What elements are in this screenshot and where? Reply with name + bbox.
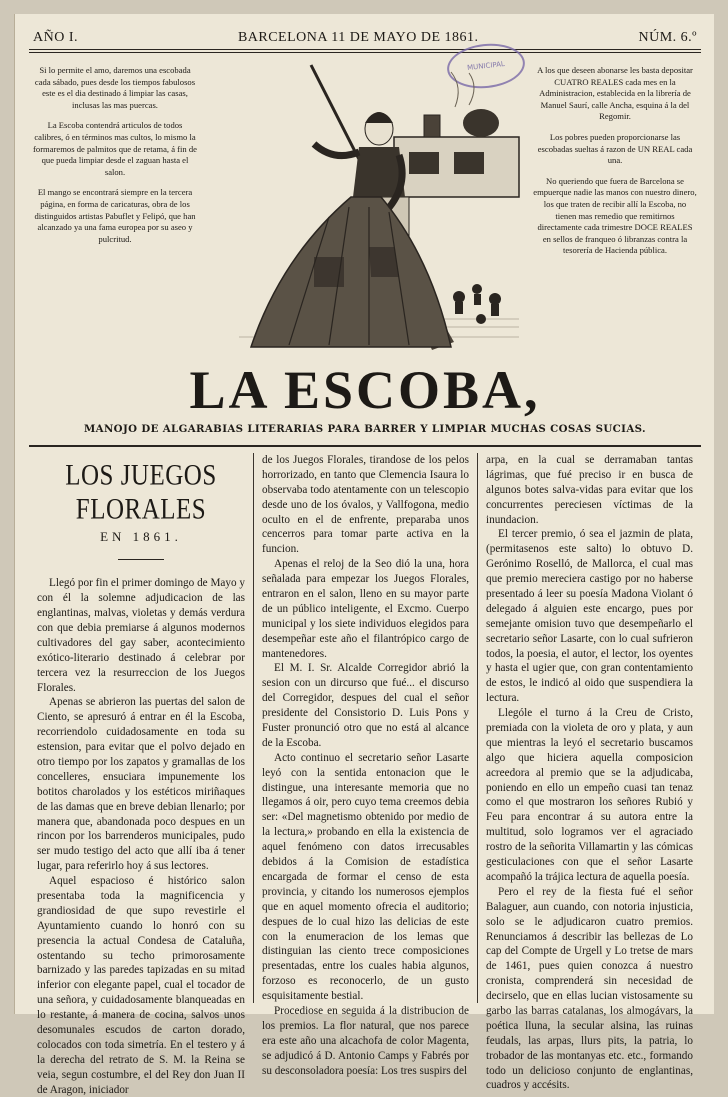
right-note: No queriendo que fuera de Barcelona se empuerque nadie las manos con nuestro dinero, los que traten de recibir allí la Escoba, no tienen mas remedio que remitirnos directamente cada trimestre DOCE REALES en sellos de franqueo ó libranzas contra la tesorería de Hacienda pública. [533,175,697,256]
masthead-rule [29,445,701,447]
paragraph: de los Juegos Florales, tirandose de los pelos horrorizado, en tanto que Clemencia Isaura lo observaba todo atentamente con un telescopio desde uno de los óvalos, y Vallfogona, medio oculto en el de enfrente, preparaba unos cencerros para tomar parte activa en la funcion. [262,454,469,556]
paragraph: Acto continuo el secretario señor Lasarte leyó con la sentida entonacion que le distingue, una interesante memoria que no llegamos á oir, pero cuyo tema creemos debia ser: «Del magnetismo obtenido por medio de la lectura,» probando en ella la existencia de aquel fenómeno con datos irrecusables debidos á la Comision de estadística encargada de formar el censo de esta provincia, y citando los numerosos ejemplos que en aquel momento ofrecia el auditorio; despues de lo cual hizo las delicias de este con la enumeracion de los lemas que distinguian las ciento trece composiciones presentadas, entre los cuales habia algunos, forzoso es reconocerlo, de un gusto esquisitamente bestial. [262,751,469,1003]
article-title: LOS JUEGOS FLORALES [65,459,217,525]
newspaper-subtitle: MANOJO DE ALGARABIAS LITERARIAS PARA BARRER Y LIMPIAR MUCHAS COSAS SUCIAS. [83,423,646,435]
article-columns [29,453,701,1096]
paragraph: Llegó por fin el primer domingo de Mayo y con él la solemne adjudicacion de las englantinas, malvas, violetas y demás verdura con que debia premiarse á algunos modernos cultivadores del gay saber, acontecimiento exótico-literario destinado á celebrar por tercera vez la resurreccion de los Juegos Florales. [37,577,245,694]
column-2 [253,453,477,1077]
paragraph: Llególe el turno á la Creu de Cristo, premiada con la violeta de oro y plata, y aun que mientras la leyó el secretario buscamos algo que hiciera aquella composicion acreedora al premio que se la adjudicaba, poniendo en ello un empeño cuasi tan tenaz como el que mostraron los señores Rubió y Feu para encontrar á su autora entre la multitud, solo logramos ver el agraciado rostro de la señorita Villamartin y las cómicas gesticulaciones con que el señor Lasarte acompañó la trájica lectura de aquella poesía. [486,707,693,883]
left-note: La Escoba contendrá articulos de todos calibres, ó en términos mas cultos, lo mismo la formaremos de palmitos que de retama, á fin de que pueda limpiar desde el zaguan hasta el salon. [33,120,197,177]
page-content [29,24,701,1096]
masthead [29,360,701,435]
year-label: AÑO I. [33,30,78,45]
paragraph: Aquel espacioso é histórico salon presentaba toda la magnificencia y grandiosidad de que supo revestirle el Ayuntamiento cuando lo honró con su presencia la actual Condesa de Cataluña, ostentando su techo primorosamente barnizado y las paredes tapizadas en su mitad inferior con elegante papel, cual el tocador de una señora, y cuidadosamente blanqueadas en lo restante, á manera de cocina, salvos unos desomunales escudos de carton dorado, colocados con toda simetría. En el testero y á la derecha del retrato de S. M. la Reina se veia, segun costumbre, el del Rey don Juan II de Aragon, iniciador [37,875,245,1096]
left-notes [33,65,197,254]
newspaper-page [14,14,714,1096]
right-note: A los que deseen abonarse les basta depositar CUATRO REALES cada mes en la Administracion, establecida en la librería de Manuel Saurí, calle Ancha, esquina á la del Regomir. [537,65,693,122]
stamp-text: MUNICIPAL [466,60,506,72]
paragraph: Apenas se abrieron las puertas del salon de Ciento, se apresuró á entrar en él la Escoba, recorriendolo cuidadosamente en toda su estension, para evitar que el polvo dejado en otro tiempo por los zapatos y gramallas de los concelleres, ensuciara impunemente los botitos charolados y los estéticos miriñaques de las damas que en breve debian llenarlo; por manera que, abandonada poco despues en un rincon por los barrenderos municipales, pudo ser mudo testigo del acto que allí iba á tener lugar, para referirlo hoy á sus lectores. [37,696,245,873]
header-rule [29,49,701,50]
left-note: El mango se encontrará siempre en la tercera página, en forma de caricaturas, obra de los distinguidos artistas Pabuflet y Felipó, que han alcanzado ya una fama europea por su aseo y pulcritud. [34,187,196,244]
column-1 [29,453,253,1096]
woman-sweeping-illustration [219,57,523,347]
banner [29,53,701,353]
dateline: BARCELONA 11 DE MAYO DE 1861. [237,30,479,45]
column-3 [477,453,701,1092]
header-line [29,24,701,49]
left-note: Si lo permite el amo, daremos una escobada cada sábado, pues desde los tiempos fabulosos este es el dia destinado á limpiar las casas, inclusas las mas puercas. [34,65,196,110]
title-divider [118,559,164,560]
issue-number: NÚM. 6.º [638,30,697,45]
paragraph: Procediose en seguida á la distribucion de los premios. La flor natural, que nos parece era este año una alcachofa de color Magenta, se adjudicó á D. Antonio Camps y Fabrés por su desconsoladora poesía: Los tres suspirs del [262,1004,469,1077]
paragraph: El M. I. Sr. Alcalde Corregidor abrió la sesion con un dircurso que fué... el discurso del Corregidor, despues del cual el señor presidente del Consistorio D. Luis Pons y Fuster pronunció otro que no está al alcance de la Escoba. [262,662,469,749]
newspaper-title: LA ESCOBA, [189,360,541,420]
paragraph: Apenas el reloj de la Seo dió la una, hora señalada para empezar los Juegos Florales, entraron en el salon, lleno en su mayor parte de un público inteligente, el Excmo. Cuerpo municipal y los siete individuos elegidos para desempeñar este año el filantrópico cargo de mantenedores. [262,558,469,660]
paragraph: El tercer premio, ó sea el jazmin de plata, (permitasenos este salto) lo obtuvo D. Gerónimo Roselló, de Mallorca, el cual mas que premio mereciera castigo por no haberse presentado á leer su poesía Madona Violant ó delegado á alguien este encargo, pues por semejante omision tuvo que desempeñarlo el secretario señor Lasarte, con lo cual sufrieron todos, la poesia, el autor, el lector, los oyentes y hasta el ugier que, con gran contentamiento de estos, le indicó al oido que suspendiera la lectura. [486,528,693,705]
article-subtitle: EN 1861. [100,529,182,544]
right-note: Los pobres pueden proporcionarse las escobadas sueltas á razon de UN REAL cada una. [537,131,693,166]
paragraph: arpa, en la cual se derramaban tantas lágrimas, que fué preciso ir en busca de algunos botes salva-vidas para evitar que los concurrentes pereciesen víctimas de la inundacion. [486,454,693,526]
paragraph: Pero el rey de la fiesta fué el señor Balaguer, aun cuando, con notoria injusticia, solo se le adjudicaron cuatro premios. Renunciamos á describir las bellezas de Lo cap del Compte de Urgell y Lo tretse de mars de 1461, pues quien conozca á nuestro cronista, comprenderá sin necesidad de decirselo, que en ellas lucian vistosamente su garbo las barras catalanas, los almogávars, la poética lluna, la secular alsina, las ruinas feudals, las arpas, llurs pits, la patria, lo trobador de las montanyas etc. etc., formando todo un delicioso conjunto de englantinas, cuadros y accésits. [486,885,693,1092]
right-notes [533,65,697,266]
